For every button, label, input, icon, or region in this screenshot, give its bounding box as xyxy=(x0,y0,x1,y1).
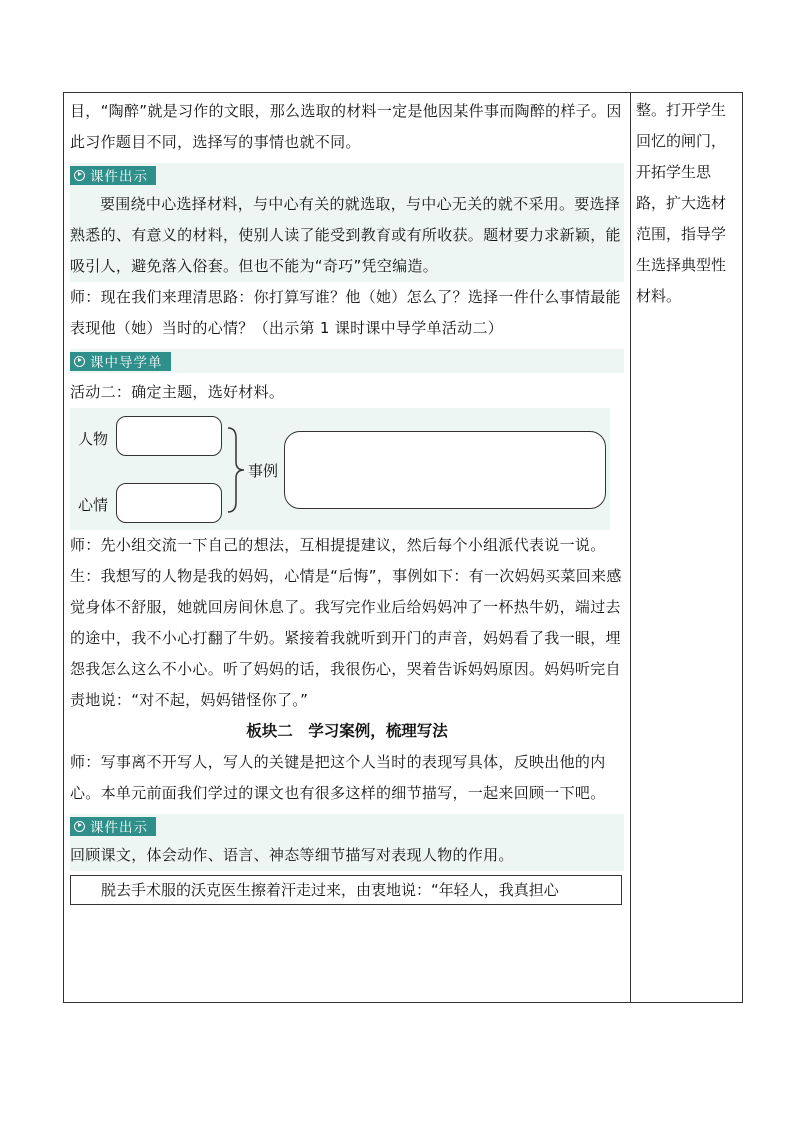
courseware-banner-2 xyxy=(70,814,624,838)
paragraph-writing-method: 师：写事离不开写人，写人的关键是把这个人当时的表现写具体，反映出他的内心。本单元前面我们学过的课文也有很多这样的细节描写，一起来回顾一下吧。 xyxy=(70,753,606,802)
paragraph-group-discussion: 师：先小组交流一下自己的想法，互相提提建议，然后每个小组派代表说一说。 xyxy=(70,536,606,554)
topic-material-diagram xyxy=(70,408,610,530)
courseware-tag-label-2: 课件出示 xyxy=(90,820,148,836)
courseware-banner-1 xyxy=(70,163,624,187)
paragraph-teacher-thinking: 师：现在我们来理清思路：你打算写谁？他（她）怎么了？选择一件什么事情最能表现他（她）当时的心情？（出示第 1 课时课中导学单活动二） xyxy=(70,288,621,337)
diagram-label-mood: 心情 xyxy=(78,496,109,514)
diagram-label-person: 人物 xyxy=(78,430,109,448)
brace-icon xyxy=(226,426,246,514)
section-heading: 板块二 学习案例，梳理写法 xyxy=(246,722,448,740)
play-icon xyxy=(74,356,85,367)
paragraph-intro: 目，“陶醉”就是习作的文眼，那么选取的材料一定是他因某件事而陶醉的样子。因此习作题目不同，选择写的事情也就不同。 xyxy=(70,102,622,151)
paragraph-review-text: 回顾课文，体会动作、语言、神态等细节描写对表现人物的作用。 xyxy=(70,838,624,871)
guide-sheet-tag xyxy=(70,352,171,371)
guide-sheet-tag-label: 课中导学单 xyxy=(90,355,163,371)
courseware-tag-2 xyxy=(70,817,156,836)
courseware-tag-1 xyxy=(70,166,156,185)
paragraph-student-answer: 生：我想写的人物是我的妈妈，心情是“后悔”，事例如下：有一次妈妈买菜回来感觉身体不舒服，她就回房间休息了。我写完作业后给妈妈冲了一杯热牛奶，端过去的途中，我不小心打翻了牛奶。紧接着我就听到开门的声音，妈妈看了我一眼，埋怨我怎么这么不小心。听了妈妈的话，我很伤心，哭着告诉妈妈原因。妈妈听完自责地说：“对不起，妈妈错怪你了。” xyxy=(70,567,622,709)
play-icon xyxy=(74,821,85,832)
paragraph-material-rules: 要围绕中心选择材料，与中心有关的就选取，与中心无关的就不采用。要选择熟悉的、有意义的材料，使别人读了能受到教育或有所收获。题材要力求新颖，能吸引人，避免落入俗套。但也不能为“奇巧”凭空编造。 xyxy=(70,187,624,282)
diagram-box-mood xyxy=(116,483,222,523)
side-column xyxy=(636,92,738,312)
diagram-box-person xyxy=(116,416,222,456)
diagram-box-example xyxy=(284,431,606,509)
main-column xyxy=(70,92,624,905)
play-icon xyxy=(74,170,85,181)
quote-box: 脱去手术服的沃克医生擦着汗走过来，由衷地说：“年轻人，我真担心 xyxy=(70,875,622,905)
side-note: 整。打开学生回忆的闸门，开拓学生思路，扩大选材范围，指导学生选择典型性材料。 xyxy=(636,101,727,305)
courseware-tag-label-1: 课件出示 xyxy=(90,169,148,185)
diagram-label-example: 事例 xyxy=(248,462,279,480)
activity-title: 活动二：确定主题，选好材料。 xyxy=(70,383,285,401)
guide-sheet-banner xyxy=(70,349,624,373)
column-divider xyxy=(630,92,631,1003)
